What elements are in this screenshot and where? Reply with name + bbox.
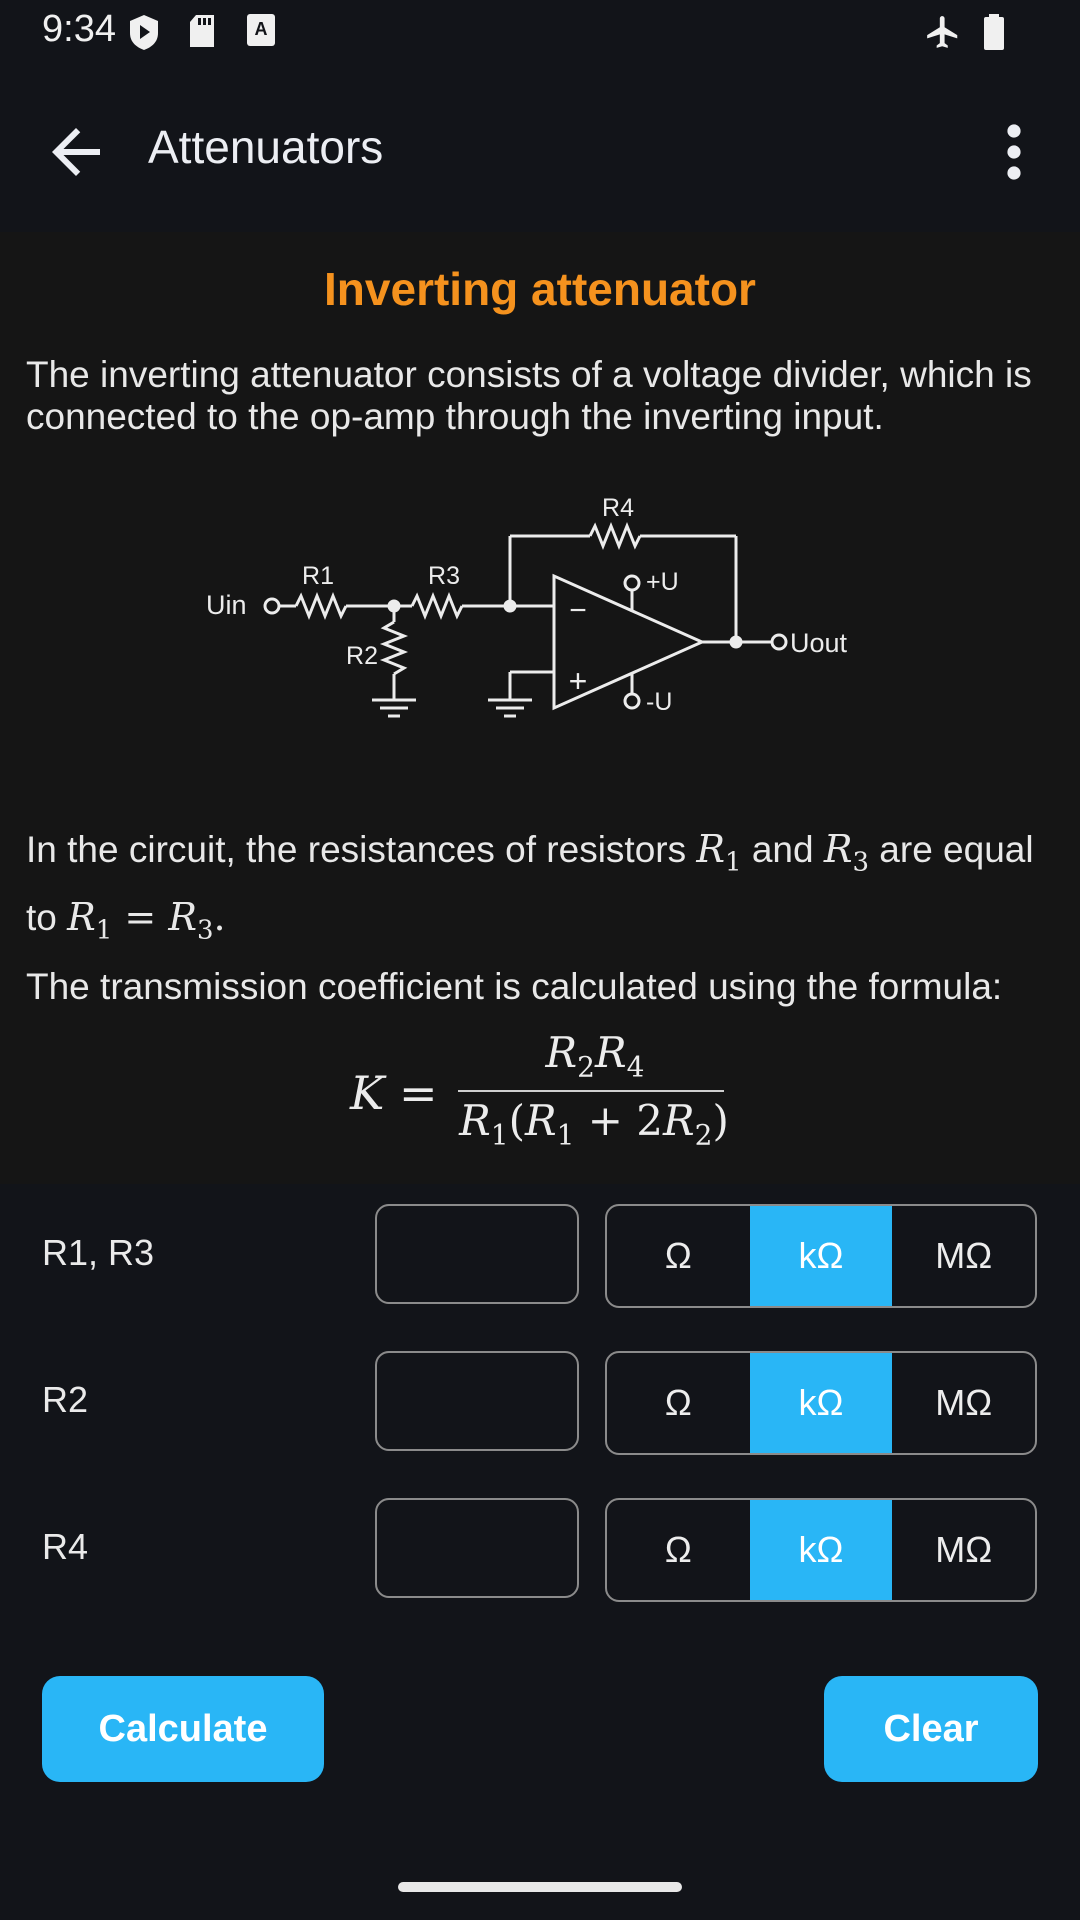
circuit-diagram xyxy=(200,492,880,792)
resistor-equality-paragraph xyxy=(26,822,1056,957)
unit-option-mohm[interactable]: MΩ xyxy=(935,1529,993,1570)
unit-option-ohm[interactable]: Ω xyxy=(664,1382,692,1423)
unit-option-kohm[interactable]: kΩ xyxy=(750,1353,893,1453)
status-bar xyxy=(0,0,1080,64)
airplane-mode-icon xyxy=(924,13,962,51)
formula-intro-paragraph: The transmission coefficient is calculated using the formula: xyxy=(26,966,1003,1007)
input-row-r2 xyxy=(0,1351,1080,1455)
label-r2: R2 xyxy=(346,642,378,670)
unit-option-ohm[interactable]: Ω xyxy=(664,1235,692,1276)
clear-button[interactable]: Clear xyxy=(824,1676,1038,1782)
input-row-r4 xyxy=(0,1498,1080,1602)
calculate-button[interactable]: Calculate xyxy=(42,1676,324,1782)
para2-text2: and xyxy=(751,829,814,870)
label-r4: R4 xyxy=(602,494,634,522)
label-uin: Uin xyxy=(206,590,247,620)
math-r1: $R_1$ xyxy=(696,827,742,878)
section-title: Inverting attenuator xyxy=(324,263,756,315)
input-label: R2 xyxy=(42,1379,89,1420)
formula-lhs: K = xyxy=(350,1066,438,1120)
r4-input[interactable] xyxy=(375,1498,579,1598)
battery-icon xyxy=(982,13,1006,51)
label-uout: Uout xyxy=(790,628,848,658)
label-plus-u: +U xyxy=(646,568,679,596)
math-r3: $R_3$ xyxy=(823,827,870,878)
input-label: R4 xyxy=(42,1526,89,1567)
unit-option-mohm[interactable]: MΩ xyxy=(935,1382,993,1423)
label-r3: R3 xyxy=(428,562,460,590)
unit-option-kohm[interactable]: kΩ xyxy=(750,1500,893,1600)
keyboard-a-icon xyxy=(246,13,276,47)
unit-selector xyxy=(605,1351,1037,1455)
r2-input[interactable] xyxy=(375,1351,579,1451)
formula-fraction-bar xyxy=(458,1090,724,1092)
formula-denominator: $R_1(R_1 + 2R_2)$ xyxy=(459,1096,729,1152)
app-bar xyxy=(0,64,1080,232)
arrow-back-icon[interactable] xyxy=(40,116,112,188)
formula-numerator: $R_2R_4$ xyxy=(545,1028,645,1084)
status-time: 9:34 xyxy=(42,8,116,50)
svg-text:A: A xyxy=(254,19,268,39)
more-vert-icon[interactable] xyxy=(978,116,1050,188)
play-protect-icon xyxy=(128,13,160,51)
page-title: Attenuators xyxy=(148,121,384,173)
formula xyxy=(350,1028,730,1158)
para2-text1: In the circuit, the resistances of resistors xyxy=(26,829,687,870)
label-plus-input: + xyxy=(568,663,588,699)
label-r1: R1 xyxy=(302,562,334,590)
math-r1-equals-r3: $R_1 = R_3$. xyxy=(67,894,226,946)
intro-paragraph: The inverting attenuator consists of a voltage divider, which is connected to the op-amp through the inverting input. xyxy=(26,354,1032,437)
unit-option-kohm[interactable]: kΩ xyxy=(750,1206,893,1306)
unit-selector xyxy=(605,1498,1037,1602)
r1-r3-input[interactable] xyxy=(375,1204,579,1304)
para2-text3: are equal to xyxy=(26,829,1034,938)
sd-card-icon xyxy=(188,13,216,49)
label-minus-u: -U xyxy=(646,688,673,716)
unit-option-ohm[interactable]: Ω xyxy=(664,1529,692,1570)
input-row-r1-r3 xyxy=(0,1204,1080,1308)
unit-selector xyxy=(605,1204,1037,1308)
home-indicator[interactable] xyxy=(398,1882,682,1892)
input-label: R1, R3 xyxy=(42,1232,155,1273)
unit-option-mohm[interactable]: MΩ xyxy=(935,1235,993,1276)
article-content xyxy=(0,232,1080,1184)
label-minus-input: − xyxy=(569,594,587,627)
